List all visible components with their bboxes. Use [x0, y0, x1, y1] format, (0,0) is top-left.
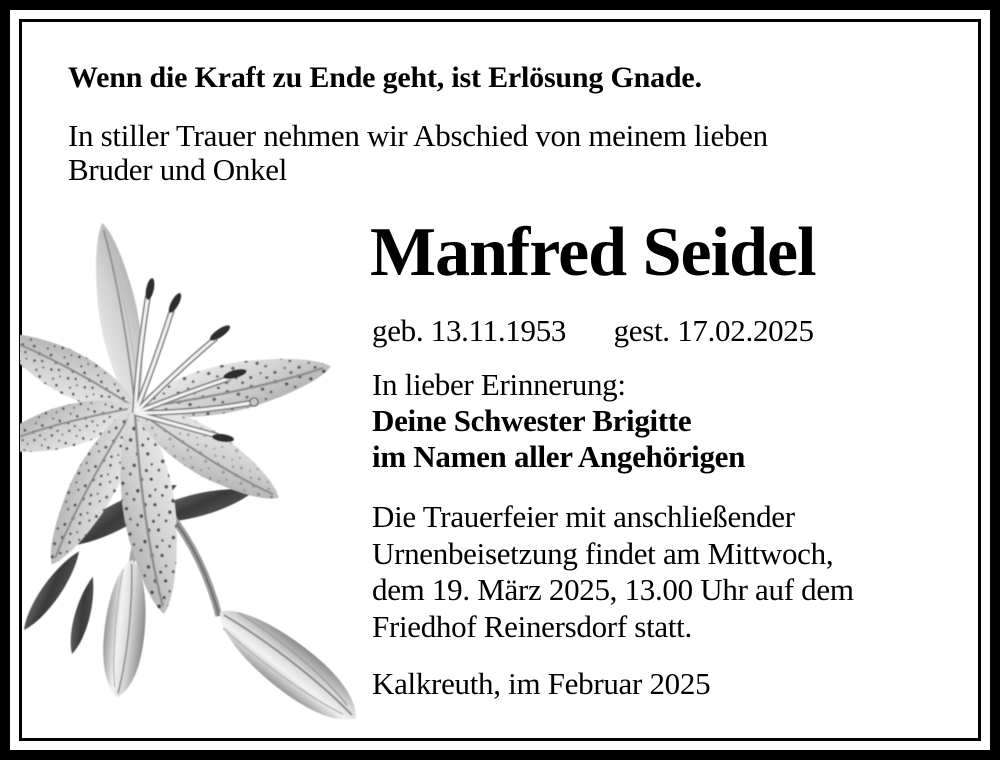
lily-photo [20, 198, 362, 738]
intro-text [68, 119, 768, 187]
deceased-name: Manfred Seidel [370, 214, 816, 291]
funeral-line-3: dem 19. März 2025, 13.00 Uhr auf dem [372, 572, 854, 607]
funeral-line-2: Urnenbeisetzung findet am Mittwoch, [372, 535, 834, 571]
life-dates [372, 313, 814, 349]
mourner-line-1: Deine Schwester Brigitte [372, 403, 692, 438]
funeral-line-1: Die Trauerfeier mit anschließender [372, 499, 795, 534]
death-date: gest. 17.02.2025 [613, 313, 814, 348]
funeral-line-4: Friedhof Reinersdorf statt. [372, 608, 692, 644]
intro-line-2: Bruder und Onkel [68, 152, 288, 187]
birth-date: geb. 13.11.1953 [372, 313, 567, 348]
remembrance-intro: In lieber Erinnerung: [372, 367, 626, 402]
epigraph-line: Wenn die Kraft zu Ende geht, ist Erlösung Gnade. [68, 61, 702, 94]
mourner-line-2: im Namen aller Angehörigen [372, 439, 746, 474]
place-and-date: Kalkreuth, im Februar 2025 [372, 666, 711, 701]
remembrance-block [372, 367, 745, 475]
intro-line-1: In stiller Trauer nehmen wir Abschied von meinem lieben [68, 118, 768, 153]
funeral-details [372, 499, 854, 645]
